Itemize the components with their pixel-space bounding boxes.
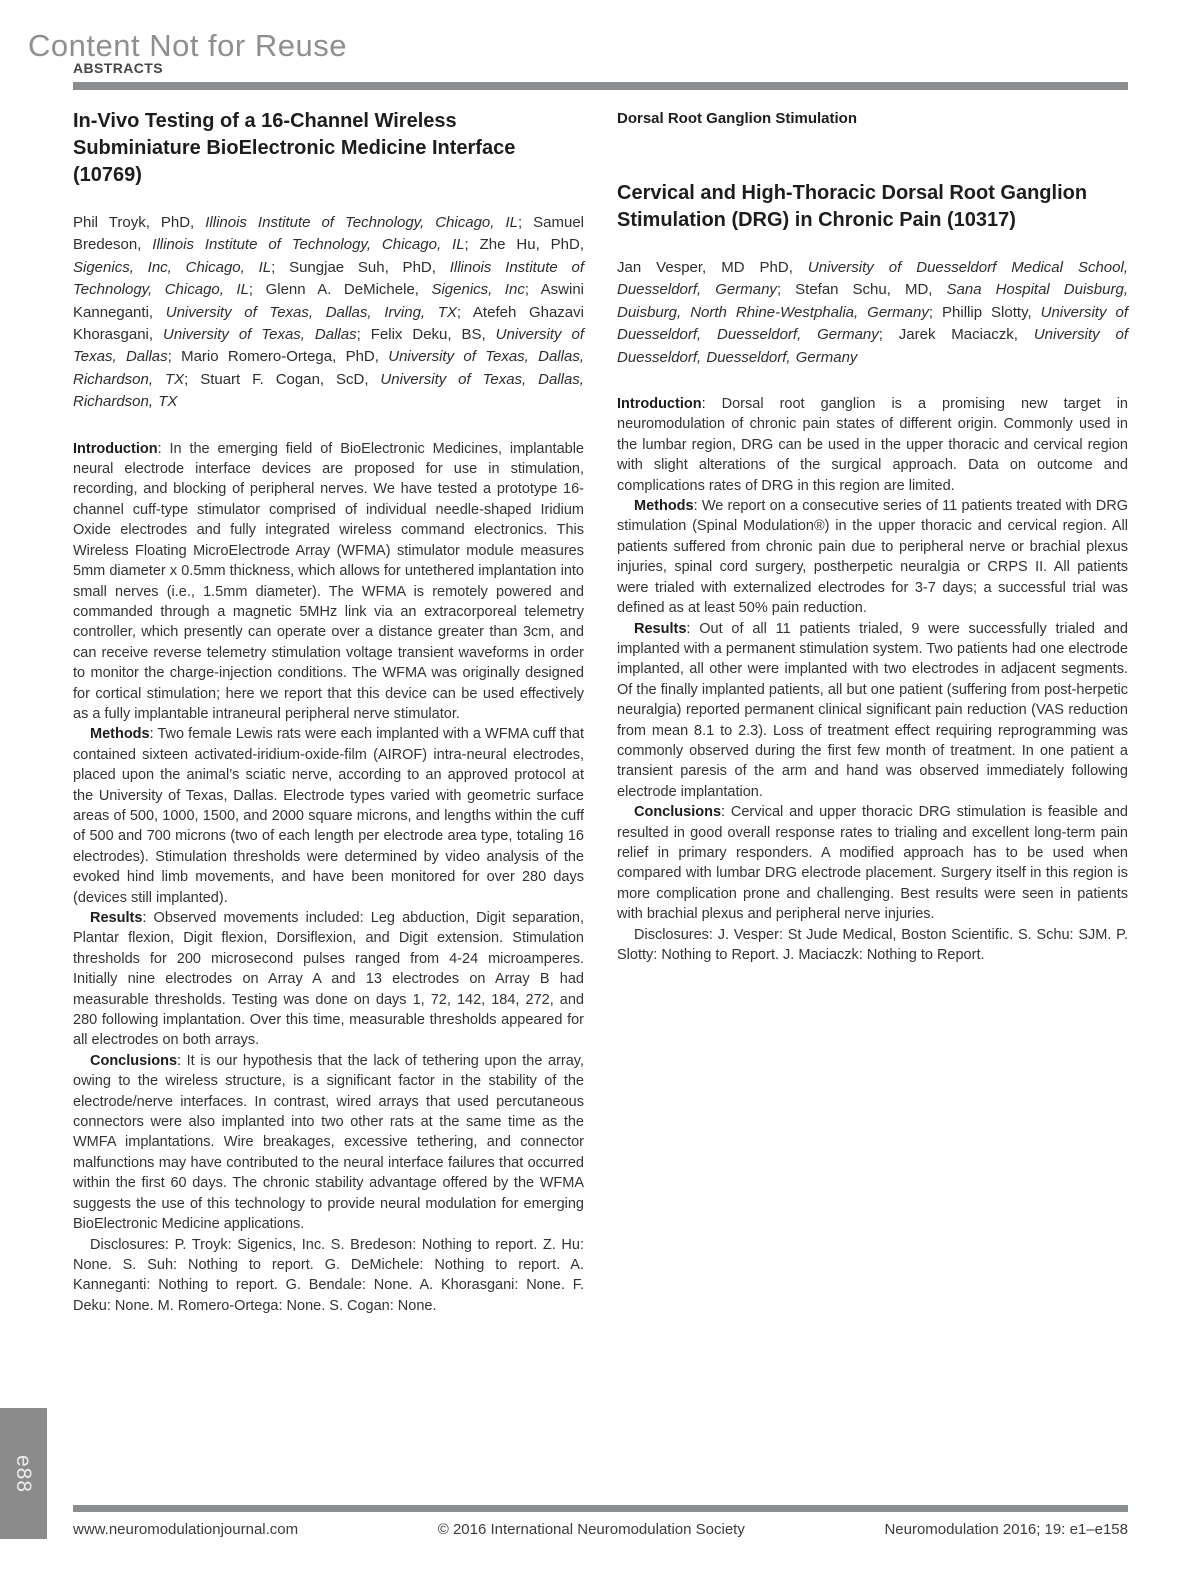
- footer-rule: [73, 1505, 1128, 1512]
- citation: Neuromodulation 2016; 19: e1–e158: [884, 1521, 1128, 1538]
- section-methods: [73, 724, 584, 908]
- section-introduction: [617, 394, 1128, 496]
- abstract-authors: Phil Troyk, PhD, Illinois Institute of Technology, Chicago, IL; Samuel Bredeson, Illinois Institute of Technology, Chicago, IL; Zhe Hu, PhD, Sigenics, Inc, Chicago, IL; Sungjae Suh, PhD, Illinois Institute of Technology, Chicago, IL; Glenn A. DeMichele, Sigenics, Inc; Aswini Kanneganti, University of Texas, Dallas, Irving, TX; Atefeh Ghazavi Khorasgani, University of Texas, Dallas; Felix Deku, BS, University of Texas, Dallas; Mario Romero-Ortega, PhD, University of Texas, Dallas, Richardson, TX; Stuart F. Cogan, ScD, University of Texas, Dallas, Richardson, TX: [73, 214, 585, 411]
- abstract-title: In-Vivo Testing of a 16-Channel Wireless Subminiature BioElectronic Medicine Interface (10769): [73, 110, 516, 186]
- section-text: In the emerging field of BioElectronic Medicines, implantable neural electrode interface devices are proposed for use in stimulation, recording, and blocking of peripheral nerves. We have tested a prototype 16-channel cuff-type stimulator comprised of individual needle-shaped Iridium Oxide electrodes and fully integrated wireless command electronics. This Wireless Floating MicroElectrode Array (WFMA) stimulator module measures 5mm diameter x 0.5mm thickness, which allows for untethered implantation into small nerves (i.e., 1.5mm diameter). The WFMA is remotely powered and commanded through a magnetic 5MHz link via an extracorporeal telemetry controller, which presently can operate over a distance greater than 3cm, and can receive reverse telemetry stimulation voltage transient waveforms in order to monitor the charge-injection conditions. The WFMA was originally designed for cortical stimulation; here we report that this device can be used effectively as a fully implantable intraneural peripheral nerve stimulator.: [73, 440, 584, 722]
- section-results: [73, 908, 584, 1051]
- section-label: Conclusions :: [634, 804, 731, 820]
- section-label: Results :: [90, 910, 154, 926]
- page-number-tab: [0, 1408, 47, 1539]
- section-label: Introduction :: [73, 441, 169, 457]
- section-results: [617, 619, 1128, 803]
- section-text: Dorsal root ganglion is a promising new target in neuromodulation of chronic pain states of different origin. Commonly used in the lumbar region, DRG can be used in the upper thoracic and cervical region with slight alterations of the surgical approach. Data on outcome and complications rates of DRG in this region are limited.: [617, 396, 1128, 494]
- header-rule: [73, 82, 1128, 90]
- section-text: Out of all 11 patients trialed, 9 were successfully trialed and implanted with a permanent stimulation system. Two patients had one electrode implanted, all other were implanted with two electrodes in adjacent segments. Of the finally implanted patients, all but one patient (suffering from post-herpetic neuralgia) reported permanent clinical significant pain reduction (VAS reduction from mean 8.1 to 2.3). Loss of treatment effect requiring reprogramming was commonly observed during the first few month of treatment. In one patient a transient paresis of the arm and hand was observed immediately following electrode implantation.: [617, 620, 1128, 800]
- copyright-notice: © 2016 International Neuromodulation Society: [437, 1521, 745, 1538]
- section-text: Disclosures: J. Vesper: St Jude Medical, Boston Scientific. S. Schu: SJM. P. Slotty: Nothing to Report. J. Maciaczk: Nothing to Report.: [617, 926, 1128, 963]
- section-text: It is our hypothesis that the lack of tethering upon the array, owing to the wireless structure, is a significant factor in the stability of the electrode/nerve interfaces. In contrast, wired arrays that used percutaneous connectors were also implanted into two other rats at the same time as the WMFA implantations. Wire breakages, excessive tethering, and connector malfunctions may have contributed to the neural interface failures that occurred within the first 60 days. The chronic stability advantage offered by the WFMA suggests the use of this technology to provide neural modulation for emerging BioElectronic Medicine applications.: [73, 1052, 584, 1233]
- abstract-right: [617, 108, 1128, 1316]
- footer: [73, 1521, 1128, 1538]
- abstract-title: Cervical and High-Thoracic Dorsal Root Ganglion Stimulation (DRG) in Chronic Pain (10317): [617, 182, 1088, 231]
- section-label: Introduction :: [617, 396, 722, 412]
- section-disclosures: [617, 925, 1128, 966]
- abstract-left: [73, 108, 584, 1316]
- section-text: Two female Lewis rats were each implanted with a WFMA cuff that contained sixteen activated-iridium-oxide-film (AIROF) intra-neural electrodes, placed upon the animal’s sciatic nerve, according to an approved protocol at the University of Texas, Dallas. Electrode types varied with geometric surface areas of 500, 1000, 1500, and 2000 square microns, and lengths within the cuff of 500 and 700 microns (two of each length per electrode area type, totaling 16 electrodes). Stimulation thresholds were determined by video analysis of the evoked hind limb movements, and have been monitored for over 280 days (devices still implanted).: [73, 726, 584, 906]
- section-conclusions: [73, 1051, 584, 1235]
- section-label: Methods :: [634, 498, 702, 514]
- section-introduction: [73, 439, 584, 725]
- section-label: Methods :: [90, 726, 157, 742]
- page-number: e88: [12, 1454, 36, 1493]
- watermark-text: Content Not for Reuse: [28, 28, 347, 63]
- section-label: Conclusions :: [90, 1053, 187, 1069]
- section-disclosures: [73, 1235, 584, 1317]
- journal-url[interactable]: www.neuromodulationjournal.com: [73, 1521, 299, 1538]
- section-text: Cervical and upper thoracic DRG stimulation is feasible and resulted in good overall response rates to trialing and excellent long-term pain relief in primary responders. A modified approach has to be used when compared with lumbar DRG electrode placement. Surgery itself in this region is more complication prone and challenging. Best results were seen in patients with brachial plexus and peripheral nerve injuries.: [617, 804, 1129, 923]
- abstract-columns: [73, 108, 1128, 1316]
- section-conclusions: [617, 802, 1128, 924]
- section-methods: [617, 496, 1128, 618]
- section-text: Observed movements included: Leg abduction, Digit separation, Plantar flexion, Digit flexion, Dorsiflexion, and Digit extension. Stimulation thresholds for 200 microsecond pulses ranged from 4-24 microamperes. Initially nine electrodes on Array A and 13 electrodes on Array B had measurable thresholds. Testing was done on days 1, 72, 142, 184, 272, and 280 following implantation. Over this time, measurable thresholds appeared for all electrodes on both arrays.: [73, 910, 584, 1049]
- session-category: Dorsal Root Ganglion Stimulation: [617, 110, 857, 127]
- abstract-authors: Jan Vesper, MD PhD, University of Duesseldorf Medical School, Duesseldorf, Germany; Stefan Schu, MD, Sana Hospital Duisburg, Duisburg, North Rhine-Westphalia, Germany; Phillip Slotty, University of Duesseldorf, Duesseldorf, Germany; Jarek Maciaczk, University of Duesseldorf, Duesseldorf, Germany: [617, 259, 1129, 366]
- section-text: We report on a consecutive series of 11 patients treated with DRG stimulation (Spinal Modulation®) in the upper thoracic and cervical region. All patients suffered from chronic pain due to peripheral nerve or brachial plexus injuries, spinal cord surgery, postherpetic neuralgia or CRPS II. All patients were trialed with externalized electrodes for 3-7 days; a successful trial was defined as at least 50% pain reduction.: [617, 498, 1128, 617]
- section-label: Results :: [634, 621, 699, 637]
- running-head: ABSTRACTS: [73, 60, 163, 76]
- section-text: Disclosures: P. Troyk: Sigenics, Inc. S. Bredeson: Nothing to report. Z. Hu: None. S. Suh: Nothing to report. G. DeMichele: Nothing to report. A. Kanneganti: Nothing to report. G. Bendale: None. A. Khorasgani: None. F. Deku: None. M. Romero-Ortega: None. S. Cogan: None.: [73, 1236, 584, 1314]
